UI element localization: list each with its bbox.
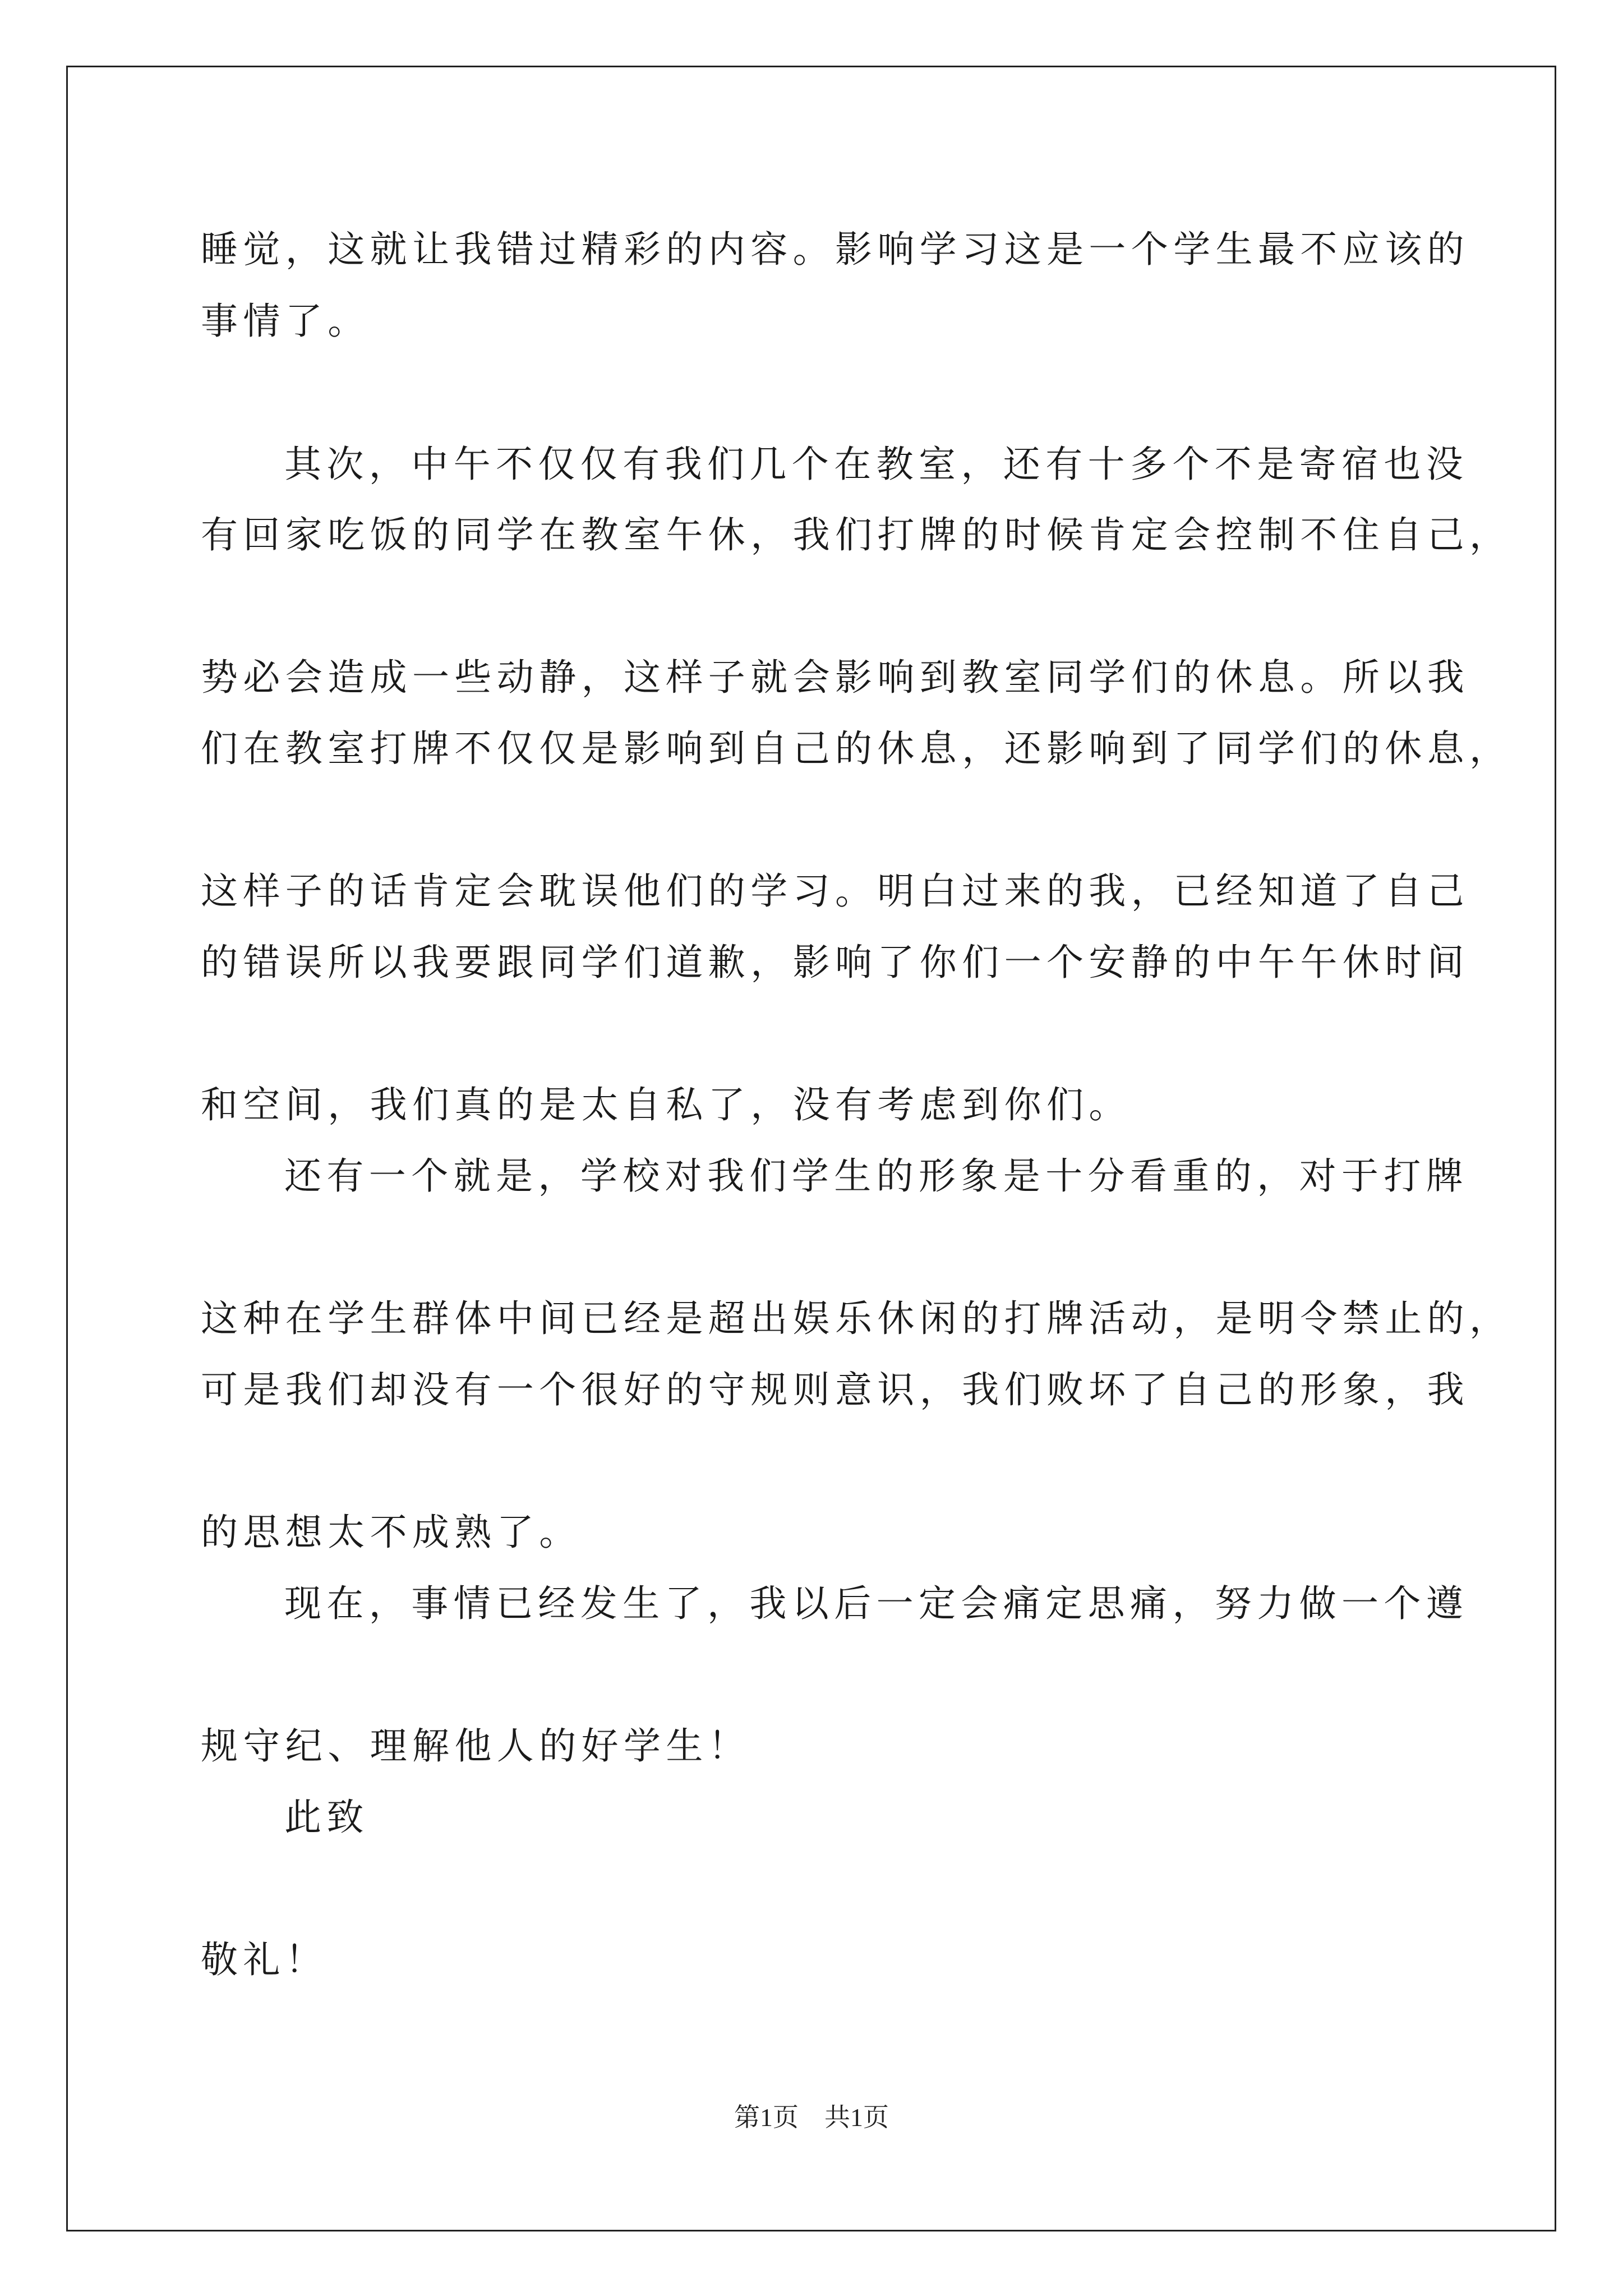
text-line: 敬礼！	[201, 1938, 328, 1981]
text-line: 还有一个就是，学校对我们学生的形象是十分看重的，对于打牌	[284, 1154, 1469, 1198]
text-line: 们在教室打牌不仅仅是影响到自己的休息，还影响到了同学们的休息，	[201, 727, 1512, 770]
text-line: 规守纪、理解他人的好学生！	[201, 1724, 751, 1768]
text-line: 这样子的话肯定会耽误他们的学习。明白过来的我，已经知道了自己	[201, 869, 1469, 913]
text-line: 此致	[284, 1796, 369, 1839]
text-line: 其次，中午不仅仅有我们几个在教室，还有十多个不是寄宿也没	[284, 443, 1469, 486]
text-line: 可是我们却没有一个很好的守规则意识，我们败坏了自己的形象，我	[201, 1368, 1469, 1411]
page-border	[66, 66, 1556, 2231]
text-line: 的思想太不成熟了。	[201, 1511, 582, 1554]
text-line: 势必会造成一些动静，这样子就会影响到教室同学们的休息。所以我	[201, 656, 1469, 699]
text-line: 这种在学生群体中间已经是超出娱乐休闲的打牌活动，是明令禁止的，	[201, 1297, 1512, 1340]
text-line: 事情了。	[201, 300, 370, 343]
text-line: 和空间，我们真的是太自私了，没有考虑到你们。	[201, 1083, 1131, 1126]
page-footer: 第1页 共1页	[734, 2103, 889, 2132]
text-line: 有回家吃饭的同学在教室午休，我们打牌的时候肯定会控制不住自己，	[201, 513, 1512, 556]
text-line: 的错误所以我要跟同学们道歉，影响了你们一个安静的中午午休时间	[201, 941, 1469, 984]
text-line: 现在，事情已经发生了，我以后一定会痛定思痛，努力做一个遵	[284, 1582, 1469, 1625]
text-line: 睡觉，这就让我错过精彩的内容。影响学习这是一个学生最不应该的	[201, 228, 1469, 271]
